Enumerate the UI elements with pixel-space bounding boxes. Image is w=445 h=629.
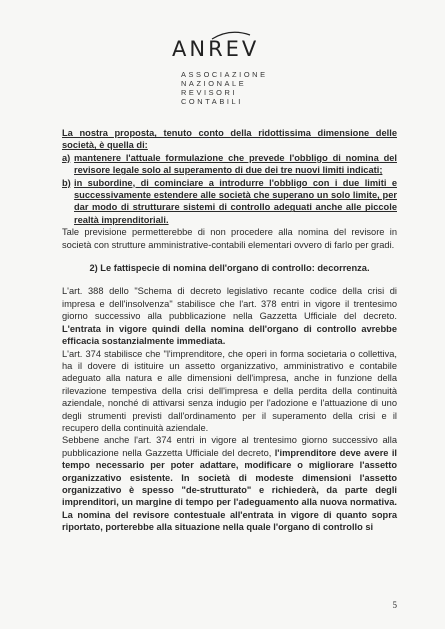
document-body (62, 127, 397, 534)
option-a-mark: a) (62, 152, 71, 163)
anrev-logo (172, 30, 282, 106)
paragraph: Tale previsione permetterebbe di non procedere alla nomina del revisore in società con strutture amministrative-contabili elementari ovvero di farlo per gradi. (62, 227, 397, 250)
paragraph-bold-text: L'entrata in vigore quindi della nomina dell'organo di controllo avrebbe efficacia sostanzialmente immediata. (62, 323, 397, 347)
logo-arc-icon (172, 30, 282, 60)
paragraph-bold-text: l'imprenditore deve avere il tempo necessario per poter adattare, modificare o migliorare l'assetto organizzativo esistente. In società di modeste dimensioni l'assetto organizzativo è spesso "de-strutturato" e richiederà, da parte degli imprenditori, un margine di tempo per l'adeguamento alla nuova normativa. La nomina del revisore contestuale all'entrata in vigore di quanto sopra riportato, porterebbe alla situazione nella quale l'organo di controllo si (62, 447, 397, 533)
logo-mark (172, 30, 282, 58)
paragraph: L'art. 374 stabilisce che "l'imprenditore, che operi in forma societaria o collettiva, ha il dovere di istituire un assetto organizzativo, amministrativo e contabile adeguato alla natura e alle dimensioni dell'impresa, anche in funzione della rilevazione tempestiva della crisi dell'impresa e della perdita della continuità aziendale, nonché di attivarsi senza indugio per l'adozione e l'attuazione di uno degli strumenti previsti dall'ordinamento per il superamento della crisi e il recupero della continuità aziendale. (62, 348, 397, 433)
option-a-text: mantenere l'attuale formulazione che prevede l'obbligo di nomina del revisore legale solo al superamento di due dei tre nuovi limiti indicati; (74, 152, 397, 176)
logo-text: ANREV (172, 37, 260, 60)
paragraph-text: L'art. 388 dello "Schema di decreto legislativo recante codice della crisi di impresa e dell'insolvenza" stabilisce che l'art. 378 entri in vigore il trentesimo giorno successivo alla pubblicazione nella Gazzetta Ufficiale del decreto. (62, 286, 397, 322)
section-title: 2) Le fattispecie di nomina dell'organo di controllo: decorrenza. (89, 263, 370, 274)
logo-line: REVISORI (181, 88, 238, 97)
proposal-options (62, 152, 397, 226)
logo-line: CONTABILI (181, 97, 243, 106)
logo-association-name (181, 70, 271, 106)
page-number: 5 (392, 600, 397, 610)
proposal-intro: La nostra proposta, tenuto conto della ridottissima dimensione delle società, è quella di: (62, 128, 397, 151)
option-b (62, 177, 397, 227)
paragraph-text: Sebbene anche l'art. 374 entri in vigore al trentesimo giorno successivo alla pubblicazione nella Gazzetta Ufficiale del decreto, (62, 435, 397, 458)
paragraph (62, 434, 397, 533)
option-b-mark: b) (62, 177, 71, 188)
option-a (62, 152, 397, 177)
option-b-text: in subordine, di cominciare a introdurre l'obbligo con i due limiti e successivamente estendere alle società che superano un solo limite, per dar modo di strutturare sistemi di controllo adeguati anche alle piccole realtà imprenditoriali. (74, 177, 397, 225)
logo-line: ASSOCIAZIONE (181, 70, 268, 79)
logo-line: NAZIONALE (181, 79, 247, 88)
paragraph (62, 285, 397, 347)
